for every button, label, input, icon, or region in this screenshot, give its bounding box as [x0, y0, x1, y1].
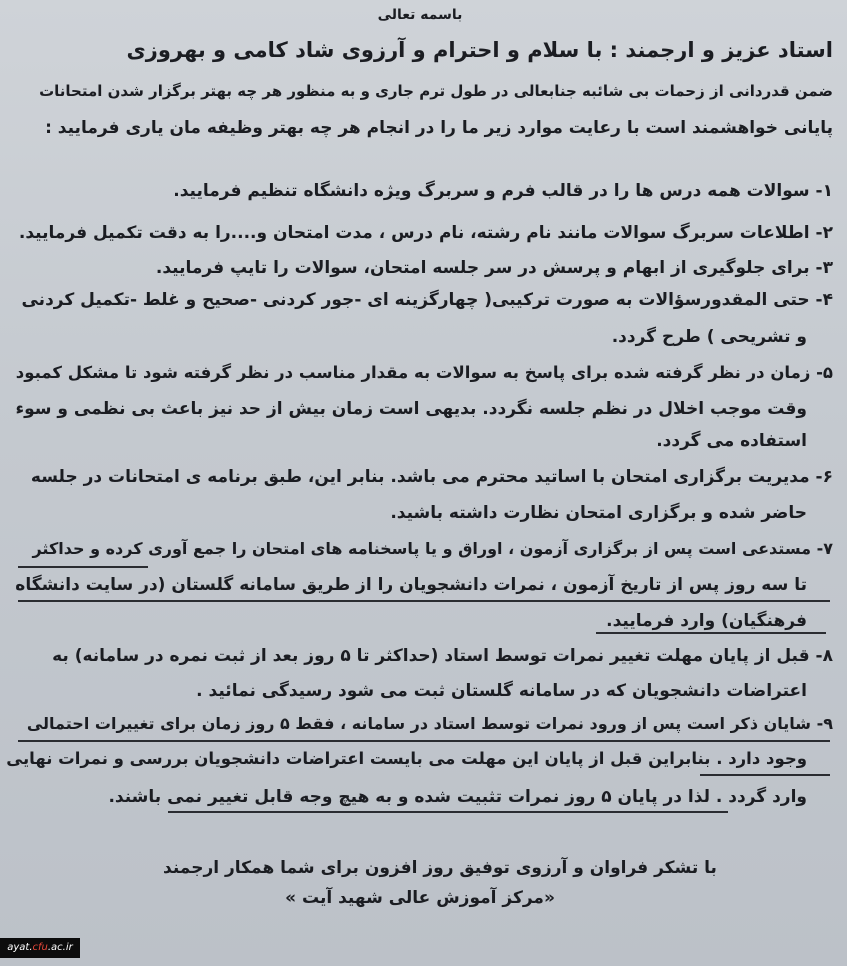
item-8-line-2: اعتراضات دانشجویان که در سامانه گلستان ثبت می شود رسیدگی نمائید . — [196, 681, 807, 701]
item-7-line-2: تا سه روز پس از تاریخ آزمون ، نمرات دانشجویان را از طریق سامانه گلستان (در سایت دانشگاه — [15, 575, 807, 595]
item-7-line-3: فرهنگیان) وارد فرمایید. — [606, 611, 807, 631]
underline-item-7-a — [18, 566, 148, 568]
item-3-line-1: ۳- برای جلوگیری از ابهام و پرسش در سر جلسه امتحان، سوالات را تایپ فرمایید. — [155, 258, 833, 278]
item-6-line-1: ۶- مدیریت برگزاری امتحان با اساتید محترم می باشد. بنابر این، طبق برنامه ی امتحانات در جلسه — [30, 467, 833, 487]
intro-line-1: ضمن قدردانی از زحمات بی شائبه جنابعالی در طول ترم جاری و به منظور هر چه بهتر برگزار شدن امتحانات — [39, 82, 833, 100]
underline-item-9-a — [18, 740, 830, 742]
item-9-line-2: وجود دارد . بنابراین قبل از پایان این مهلت می بایست اعتراضات دانشجویان بررسی و نمرات نهایی — [6, 749, 807, 768]
item-4-line-2: و تشریحی ) طرح گردد. — [611, 327, 807, 347]
underline-item-9-b — [700, 774, 830, 776]
item-2-line-1: ۲- اطلاعات سربرگ سوالات مانند نام رشته، نام درس ، مدت امتحان و....را به دقت تکمیل فرمایید. — [18, 223, 833, 243]
item-5-line-3: استفاده می گردد. — [656, 431, 807, 451]
item-9-line-1: ۹- شایان ذکر است پس از ورود نمرات توسط استاد در سامانه ، فقط ۵ روز زمان برای تغییرات احتمالی — [26, 714, 833, 733]
item-5-line-2: وقت موجب اخلال در نظم جلسه نگردد. بدیهی است زمان بیش از حد نیز باعث بی نظمی و سوء — [15, 399, 807, 419]
underline-item-7-c — [596, 632, 826, 634]
underline-item-7-b — [18, 600, 830, 602]
greeting-heading: استاد عزیز و ارجمند : با سلام و احترام و آرزوی شاد کامی و بهروزی — [126, 38, 833, 62]
watermark-suffix: .ac.ir — [47, 942, 73, 953]
item-5-line-1: ۵- زمان در نظر گرفته شده برای پاسخ به سوالات به مقدار مناسب در نظر گرفته شود تا مشکل کمبود — [15, 363, 833, 382]
signature-line: «مرکز آموزش عالی شهید آیت » — [285, 888, 555, 908]
watermark-prefix: ayat. — [7, 942, 33, 953]
watermark-accent: cfu — [32, 942, 48, 953]
intro-line-2: پایانی خواهشمند است با رعایت موارد زیر ما را در انجام هر چه بهتر وظیفه مان یاری فرمایید : — [45, 118, 833, 138]
item-9-line-3: وارد گردد . لذا در پایان ۵ روز نمرات تثبیت شده و به هیچ وجه قابل تغییر نمی باشند. — [108, 787, 807, 807]
closing-line: با تشکر فراوان و آرزوی توفیق روز افزون برای شما همکار ارجمند — [163, 858, 717, 878]
basmala-heading: باسمه تعالی — [377, 7, 463, 23]
item-1-line-1: ۱- سوالات همه درس ها را در قالب فرم و سربرگ ویژه دانشگاه تنظیم فرمایید. — [173, 181, 833, 201]
underline-item-9-c — [168, 811, 728, 813]
item-7-line-1: ۷- مستدعی است پس از برگزاری آزمون ، اوراق و یا پاسخنامه های امتحان را جمع آوری کرده و حداکثر — [32, 539, 833, 558]
site-watermark — [0, 938, 80, 958]
item-4-line-1: ۴- حتی المقدورسؤالات به صورت ترکیبی( چهارگزینه ای -جور کردنی -صحیح و غلط -تکمیل کردنی — [21, 290, 833, 310]
item-6-line-2: حاضر شده و برگزاری امتحان نظارت داشته باشید. — [390, 503, 807, 523]
item-8-line-1: ۸- قبل از پایان مهلت تغییر نمرات توسط استاد (حداکثر تا ۵ روز بعد از ثبت نمره در سامانه) به — [52, 646, 833, 666]
